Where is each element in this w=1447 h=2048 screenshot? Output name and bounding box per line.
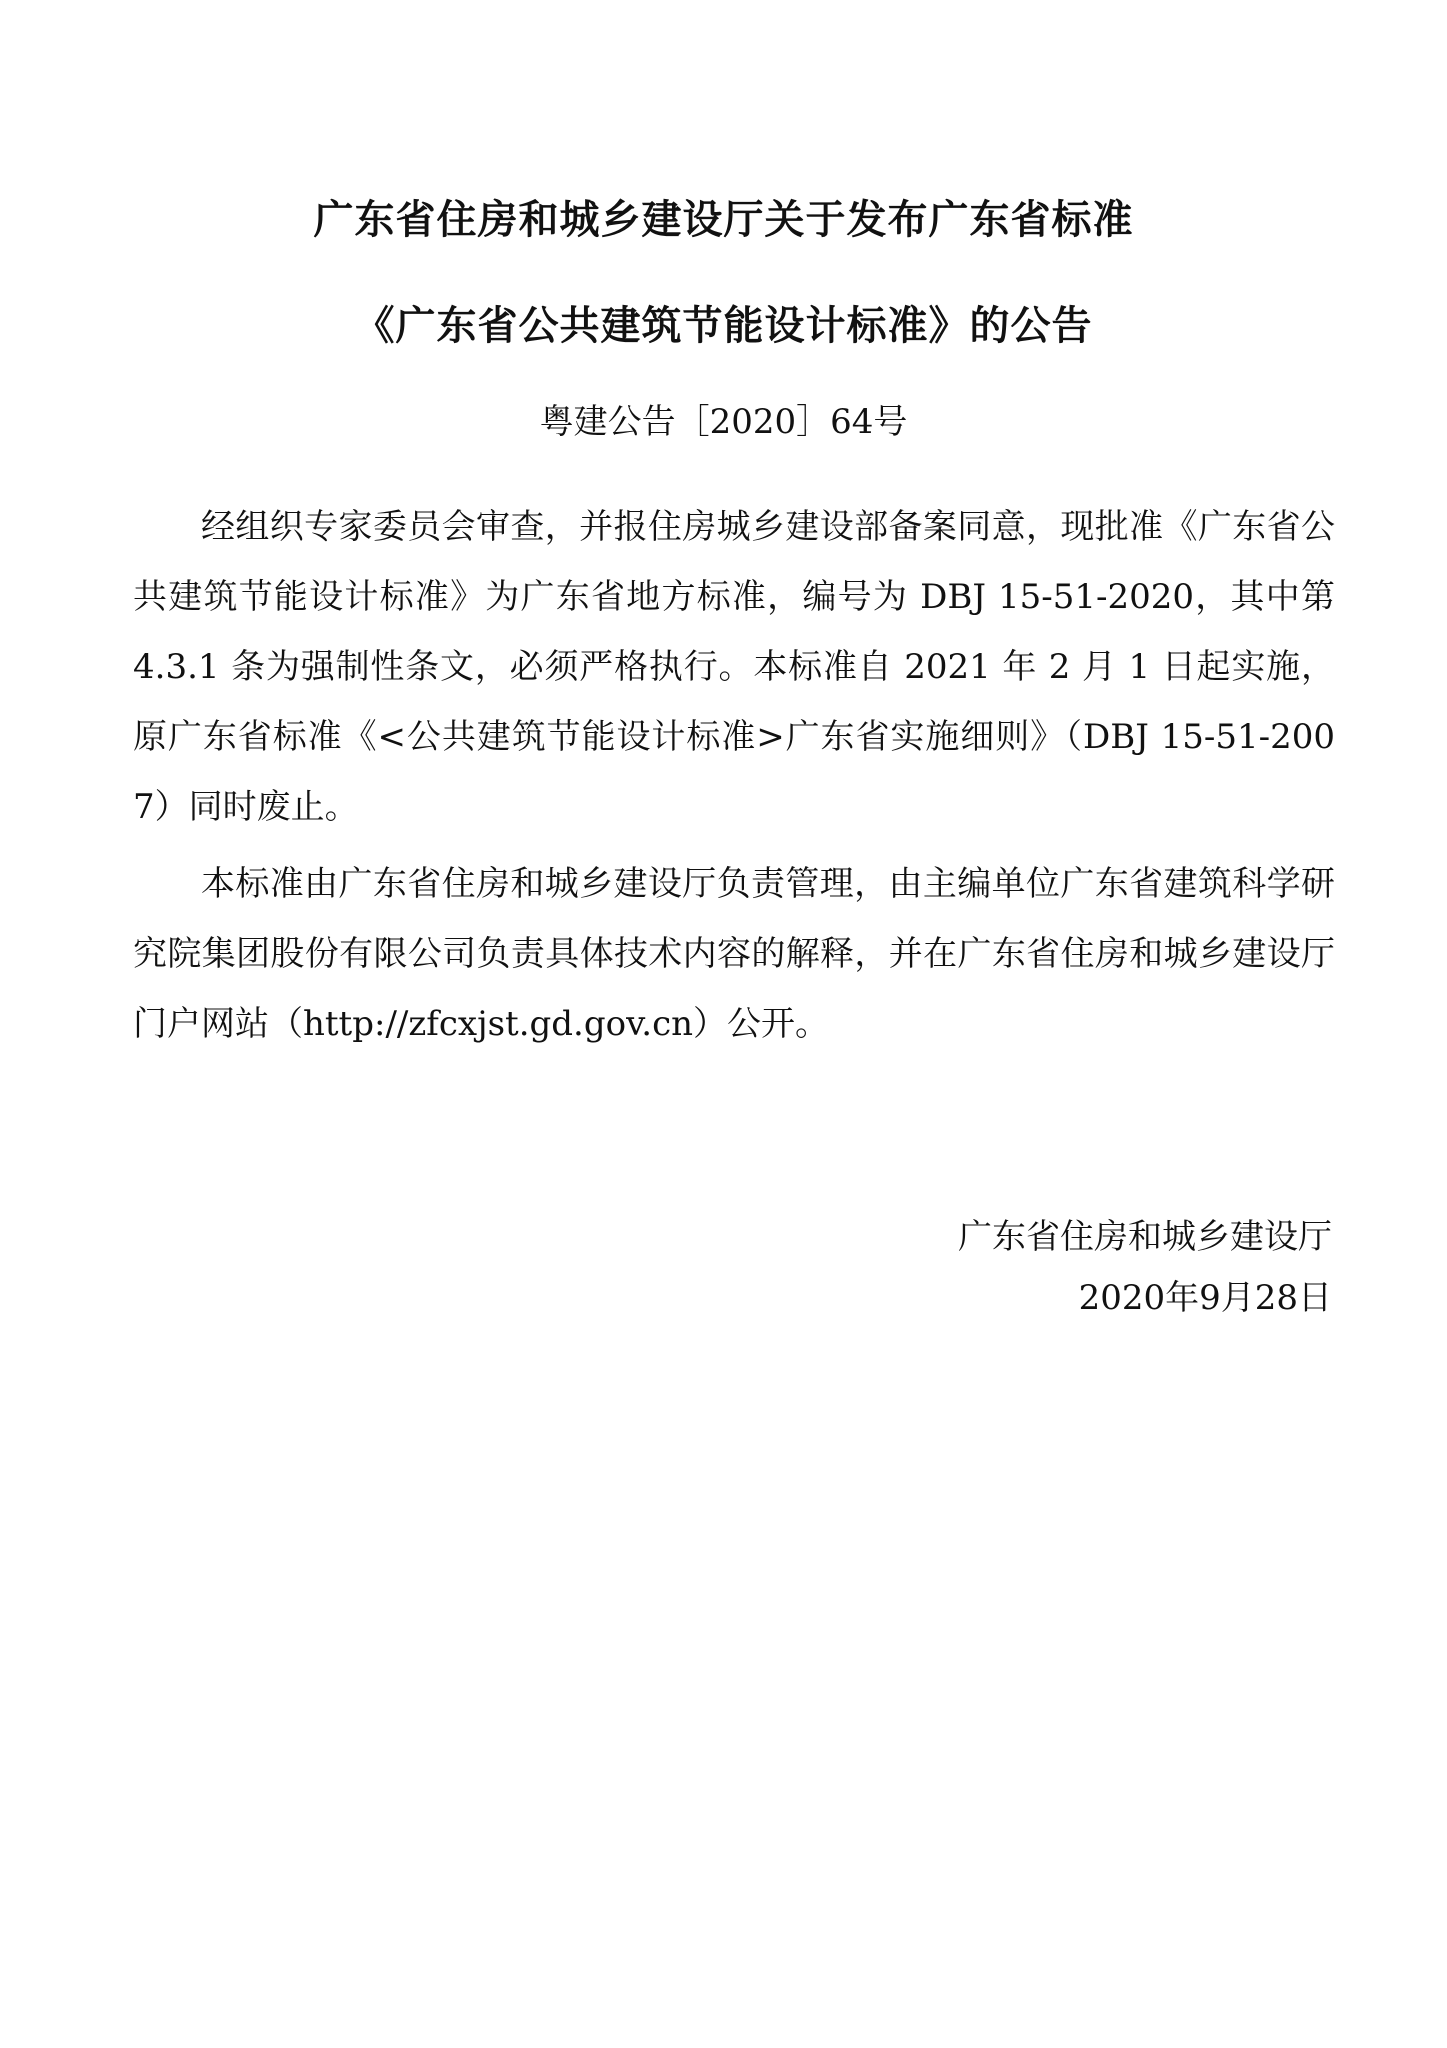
announcement-title-line-2: 《广东省公共建筑节能设计标准》的公告 bbox=[354, 303, 1093, 349]
signature-organization: 广东省住房和城乡建设厅 bbox=[958, 1217, 1332, 1257]
announcement-title-line-1: 广东省住房和城乡建设厅关于发布广东省标准 bbox=[313, 197, 1134, 243]
document-number: 粤建公告［2020］64号 bbox=[539, 402, 908, 442]
body-paragraph-approval: 经组织专家委员会审查，并报住房城乡建设部备案同意，现批准《广东省公共建筑节能设计标准》为广东省地方标准，编号为 DBJ 15-51-2020，其中第 4.3.1 条为强制性条文，必须严格执行。本标准自 2021 年 2 月 1 日起实施，原广东省标准《<公共建筑节能设计标准>广东省实施细则》（DBJ 15-51-2007）同时废止。 bbox=[133, 507, 1335, 827]
signature-date: 2020年9月28日 bbox=[1078, 1278, 1332, 1318]
body-paragraph-management: 本标准由广东省住房和城乡建设厅负责管理，由主编单位广东省建筑科学研究院集团股份有限公司负责具体技术内容的解释，并在广东省住房和城乡建设厅门户网站（http://zfcxjst.gd.gov.cn）公开。 bbox=[133, 864, 1335, 1044]
